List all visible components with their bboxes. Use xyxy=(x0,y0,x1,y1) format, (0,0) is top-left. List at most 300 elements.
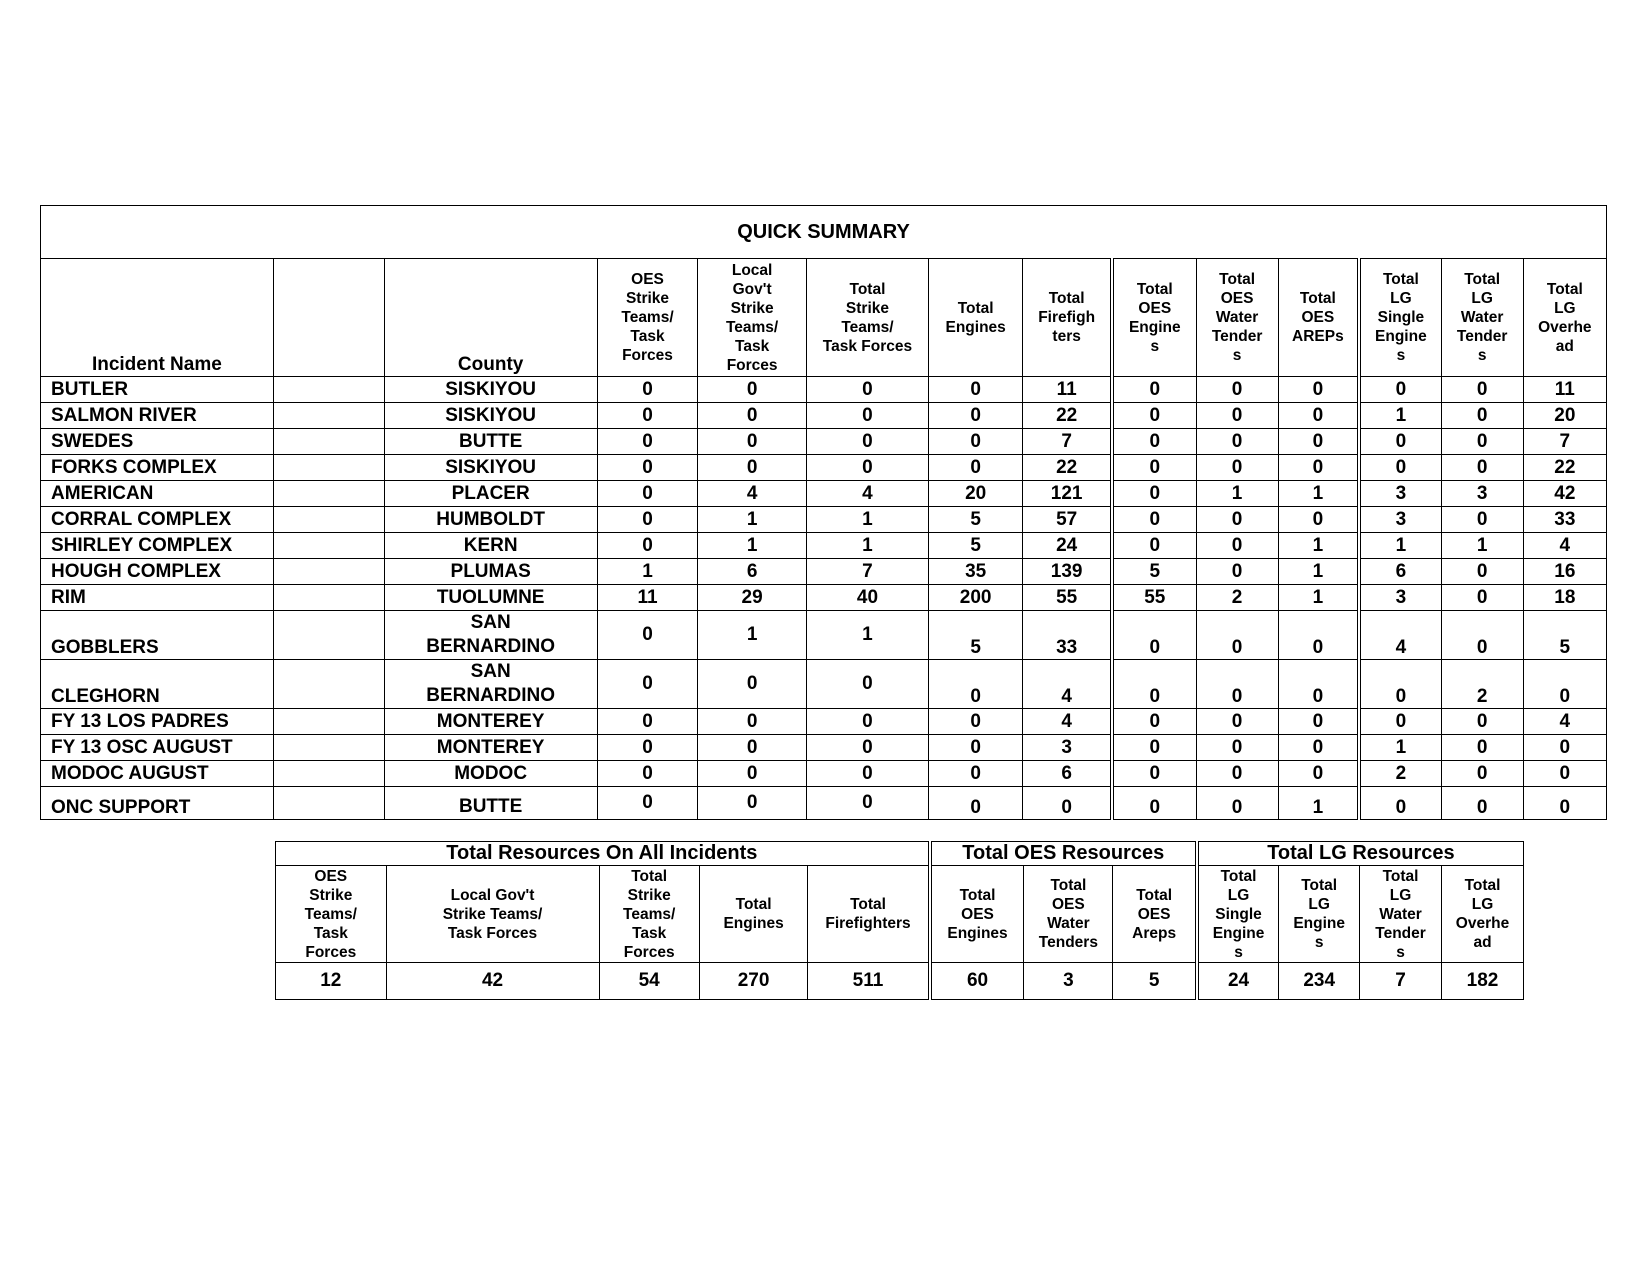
lg-single-engines: 0 xyxy=(1359,377,1441,403)
total-firefighters: 22 xyxy=(1023,403,1112,429)
total-firefighters: 121 xyxy=(1023,481,1112,507)
header-line: Total xyxy=(1136,886,1173,904)
lg-strike-teams: 0 xyxy=(698,761,807,787)
total-strike-teams: 7 xyxy=(806,559,928,585)
oes-strike-teams: 0 xyxy=(597,507,697,533)
county xyxy=(384,660,597,709)
total-firefighters: 4 xyxy=(1023,660,1112,709)
lg-water-tenders: 0 xyxy=(1441,559,1523,585)
oes-engines: 5 xyxy=(1112,559,1196,585)
lg-strike-teams: 0 xyxy=(698,735,807,761)
lg-water-tenders: 0 xyxy=(1441,761,1523,787)
header-oes-strike-teams: OES Strike Teams/ Task Forces xyxy=(597,259,697,377)
oes-areps: 0 xyxy=(1278,611,1359,660)
county-line: PLUMAS xyxy=(450,560,531,582)
lg-strike-teams: 1 xyxy=(698,507,807,533)
lg-single-engines: 6 xyxy=(1359,559,1441,585)
total-engines: 0 xyxy=(928,787,1022,820)
oes-strike-teams: 0 xyxy=(597,709,697,735)
oes-areps: 0 xyxy=(1278,403,1359,429)
spacer-cell xyxy=(273,735,384,761)
lg-overhead: 22 xyxy=(1523,455,1606,481)
incident-name: GOBBLERS xyxy=(41,611,274,660)
total-firefighters: 24 xyxy=(1023,533,1112,559)
county xyxy=(384,507,597,533)
oes-areps: 0 xyxy=(1278,660,1359,709)
total-engines: 0 xyxy=(928,709,1022,735)
header-line: LG xyxy=(1227,886,1250,904)
totals-header-total-lg-single-engines xyxy=(1197,866,1279,963)
lg-single-engines: 3 xyxy=(1359,585,1441,611)
header-line: LG xyxy=(1389,886,1412,904)
header-line: s xyxy=(1234,943,1243,961)
lg-strike-teams: 0 xyxy=(698,429,807,455)
total-engines: 0 xyxy=(928,377,1022,403)
lg-overhead: 16 xyxy=(1523,559,1606,585)
incident-name: ONC SUPPORT xyxy=(41,787,274,820)
lg-overhead: 5 xyxy=(1523,611,1606,660)
group-oes-resources: Total OES Resources xyxy=(930,842,1197,866)
oes-water-tenders: 0 xyxy=(1196,660,1278,709)
header-line: s xyxy=(1396,943,1405,961)
totals-header-oes-strike-teams xyxy=(276,866,387,963)
spacer-cell xyxy=(273,761,384,787)
spacer-cell xyxy=(273,585,384,611)
table-row xyxy=(41,709,1607,735)
total-firefighters: 139 xyxy=(1023,559,1112,585)
totals-value-total-engines: 270 xyxy=(699,963,808,1000)
lg-overhead: 7 xyxy=(1523,429,1606,455)
header-total-lg-overhead: Total LG Overhe ad xyxy=(1523,259,1606,377)
oes-engines: 0 xyxy=(1112,709,1196,735)
oes-areps: 0 xyxy=(1278,735,1359,761)
county xyxy=(384,761,597,787)
lg-water-tenders: 0 xyxy=(1441,585,1523,611)
oes-water-tenders: 0 xyxy=(1196,429,1278,455)
county-line: TUOLUMNE xyxy=(436,586,545,608)
lg-strike-teams: 0 xyxy=(698,455,807,481)
header-line: Engines xyxy=(723,915,784,932)
lg-strike-teams: 0 xyxy=(698,660,807,709)
incident-name: AMERICAN xyxy=(41,481,274,507)
oes-water-tenders: 0 xyxy=(1196,787,1278,820)
incident-rows xyxy=(41,377,1607,820)
header-line: Total xyxy=(735,896,772,913)
oes-engines: 0 xyxy=(1112,429,1196,455)
total-engines: 20 xyxy=(928,481,1022,507)
incident-name: FY 13 OSC AUGUST xyxy=(41,735,274,761)
total-firefighters: 55 xyxy=(1023,585,1112,611)
oes-engines: 0 xyxy=(1112,377,1196,403)
spacer-cell xyxy=(273,559,384,585)
oes-engines: 0 xyxy=(1112,611,1196,660)
lg-overhead: 18 xyxy=(1523,585,1606,611)
total-engines: 35 xyxy=(928,559,1022,585)
total-engines: 0 xyxy=(928,455,1022,481)
totals-header-total-oes-areps xyxy=(1113,866,1197,963)
lg-overhead: 42 xyxy=(1523,481,1606,507)
header-total-lg-water-tenders: Total LG Water Tender s xyxy=(1441,259,1523,377)
header-line: Task xyxy=(313,924,348,942)
county-line: MONTEREY xyxy=(436,710,545,732)
table-row xyxy=(41,403,1607,429)
header-total-oes-water-tenders: Total OES Water Tender s xyxy=(1196,259,1278,377)
lg-single-engines: 0 xyxy=(1359,660,1441,709)
county-line: BUTTE xyxy=(458,430,523,452)
header-line: Strike Teams/ xyxy=(442,905,543,923)
oes-areps: 1 xyxy=(1278,787,1359,820)
header-incident-name: Incident Name xyxy=(41,259,274,377)
total-engines: 5 xyxy=(928,507,1022,533)
totals-header-total-oes-engines xyxy=(930,866,1024,963)
spacer-cell xyxy=(273,377,384,403)
header-line: OES xyxy=(1052,896,1085,913)
totals-value-lg-strike-teams: 42 xyxy=(386,963,599,1000)
total-strike-teams: 40 xyxy=(806,585,928,611)
spacer-cell xyxy=(273,660,384,709)
oes-areps: 0 xyxy=(1278,709,1359,735)
totals-value-row xyxy=(276,963,1524,1000)
table-row xyxy=(41,787,1607,820)
total-strike-teams: 1 xyxy=(806,611,928,660)
county-line: MODOC xyxy=(454,762,528,784)
totals-value-total-firefighters: 511 xyxy=(808,963,930,1000)
totals-header-total-lg-water-tenders xyxy=(1360,866,1442,963)
county xyxy=(384,429,597,455)
total-strike-teams: 0 xyxy=(806,455,928,481)
oes-water-tenders: 0 xyxy=(1196,735,1278,761)
total-engines: 200 xyxy=(928,585,1022,611)
total-firefighters: 0 xyxy=(1023,787,1112,820)
header-line: s xyxy=(1314,934,1324,951)
lg-single-engines: 0 xyxy=(1359,429,1441,455)
total-strike-teams: 0 xyxy=(806,403,928,429)
lg-overhead: 0 xyxy=(1523,660,1606,709)
totals-header-total-oes-water-tenders xyxy=(1024,866,1113,963)
oes-engines: 0 xyxy=(1112,455,1196,481)
header-line: Tender xyxy=(1375,924,1426,942)
oes-strike-teams: 0 xyxy=(597,403,697,429)
header-line: Single xyxy=(1215,905,1262,923)
header-line: Forces xyxy=(305,943,357,961)
total-firefighters: 6 xyxy=(1023,761,1112,787)
total-firefighters: 57 xyxy=(1023,507,1112,533)
oes-engines: 0 xyxy=(1112,481,1196,507)
lg-overhead: 33 xyxy=(1523,507,1606,533)
totals-value-total-oes-water-tenders: 3 xyxy=(1024,963,1113,1000)
lg-strike-teams: 29 xyxy=(698,585,807,611)
total-engines: 0 xyxy=(928,761,1022,787)
group-lg-resources: Total LG Resources xyxy=(1197,842,1524,866)
table-row xyxy=(41,761,1607,787)
header-line: Engine xyxy=(1212,924,1265,942)
lg-single-engines: 0 xyxy=(1359,787,1441,820)
oes-water-tenders: 0 xyxy=(1196,455,1278,481)
header-line: Engine xyxy=(1293,915,1345,932)
lg-water-tenders: 0 xyxy=(1441,709,1523,735)
table-row xyxy=(41,585,1607,611)
county-line: KERN xyxy=(463,534,518,556)
lg-water-tenders: 0 xyxy=(1441,507,1523,533)
header-line: LG xyxy=(1308,896,1330,913)
spacer-cell xyxy=(273,429,384,455)
oes-engines: 0 xyxy=(1112,507,1196,533)
incident-name: MODOC AUGUST xyxy=(41,761,274,787)
lg-water-tenders: 0 xyxy=(1441,611,1523,660)
totals-table xyxy=(275,841,1524,1000)
oes-strike-teams: 0 xyxy=(597,761,697,787)
table-row xyxy=(41,455,1607,481)
total-strike-teams: 0 xyxy=(806,660,928,709)
incident-name: SALMON RIVER xyxy=(41,403,274,429)
header-total-engines: Total Engines xyxy=(928,259,1022,377)
total-firefighters: 3 xyxy=(1023,735,1112,761)
totals-value-total-lg-engines: 234 xyxy=(1279,963,1360,1000)
header-line: Total xyxy=(631,867,668,885)
lg-strike-teams: 0 xyxy=(698,709,807,735)
lg-single-engines: 0 xyxy=(1359,709,1441,735)
lg-overhead: 0 xyxy=(1523,735,1606,761)
totals-value-total-oes-areps: 5 xyxy=(1113,963,1197,1000)
spacer-cell xyxy=(273,611,384,660)
header-line: Firefighters xyxy=(825,915,911,932)
oes-engines: 0 xyxy=(1112,761,1196,787)
incident-name: CORRAL COMPLEX xyxy=(41,507,274,533)
oes-water-tenders: 0 xyxy=(1196,403,1278,429)
lg-strike-teams: 1 xyxy=(698,533,807,559)
lg-single-engines: 1 xyxy=(1359,735,1441,761)
lg-water-tenders: 2 xyxy=(1441,660,1523,709)
oes-water-tenders: 0 xyxy=(1196,507,1278,533)
table-title: QUICK SUMMARY xyxy=(41,206,1607,259)
header-line: Total xyxy=(1301,877,1338,894)
header-line: LG xyxy=(1471,896,1494,913)
header-line: Task xyxy=(632,924,667,942)
county xyxy=(384,611,597,660)
incident-name: SWEDES xyxy=(41,429,274,455)
lg-water-tenders: 3 xyxy=(1441,481,1523,507)
county-line: SISKIYOU xyxy=(445,404,537,426)
lg-single-engines: 3 xyxy=(1359,481,1441,507)
oes-strike-teams: 0 xyxy=(597,533,697,559)
header-total-oes-areps: Total OES AREPs xyxy=(1278,259,1359,377)
total-strike-teams: 4 xyxy=(806,481,928,507)
county xyxy=(384,559,597,585)
county xyxy=(384,585,597,611)
total-strike-teams: 0 xyxy=(806,787,928,820)
lg-water-tenders: 0 xyxy=(1441,455,1523,481)
incident-name: FY 13 LOS PADRES xyxy=(41,709,274,735)
group-all-incidents: Total Resources On All Incidents xyxy=(276,842,930,866)
total-strike-teams: 0 xyxy=(806,377,928,403)
oes-strike-teams: 1 xyxy=(597,559,697,585)
oes-areps: 1 xyxy=(1278,585,1359,611)
lg-water-tenders: 0 xyxy=(1441,377,1523,403)
header-line: Total xyxy=(1464,877,1501,894)
lg-water-tenders: 0 xyxy=(1441,787,1523,820)
lg-single-engines: 0 xyxy=(1359,455,1441,481)
total-firefighters: 33 xyxy=(1023,611,1112,660)
total-strike-teams: 0 xyxy=(806,761,928,787)
totals-header-total-lg-engines xyxy=(1279,866,1360,963)
total-engines: 0 xyxy=(928,660,1022,709)
lg-strike-teams: 0 xyxy=(698,377,807,403)
oes-strike-teams: 0 xyxy=(597,611,697,660)
total-strike-teams: 0 xyxy=(806,735,928,761)
totals-header-total-firefighters xyxy=(808,866,930,963)
total-strike-teams: 1 xyxy=(806,507,928,533)
total-engines: 0 xyxy=(928,429,1022,455)
oes-engines: 0 xyxy=(1112,403,1196,429)
total-firefighters: 7 xyxy=(1023,429,1112,455)
lg-single-engines: 1 xyxy=(1359,533,1441,559)
total-engines: 5 xyxy=(928,611,1022,660)
header-line: Total xyxy=(1382,867,1419,885)
oes-water-tenders: 0 xyxy=(1196,611,1278,660)
oes-areps: 0 xyxy=(1278,507,1359,533)
header-line: Teams/ xyxy=(623,905,676,923)
header-line: Total xyxy=(1050,877,1087,894)
lg-single-engines: 1 xyxy=(1359,403,1441,429)
oes-areps: 0 xyxy=(1278,429,1359,455)
lg-overhead: 11 xyxy=(1523,377,1606,403)
oes-engines: 0 xyxy=(1112,660,1196,709)
lg-overhead: 20 xyxy=(1523,403,1606,429)
incident-name: FORKS COMPLEX xyxy=(41,455,274,481)
header-line: Water xyxy=(1379,905,1422,923)
header-total-firefighters: Total Firefigh ters xyxy=(1023,259,1112,377)
header-line: OES xyxy=(1137,905,1171,923)
county-line: SISKIYOU xyxy=(445,456,537,478)
lg-overhead: 0 xyxy=(1523,787,1606,820)
header-line: Total xyxy=(1220,867,1257,885)
totals-header-total-engines xyxy=(699,866,808,963)
header-line: Strike xyxy=(627,886,671,904)
header-spacer xyxy=(273,259,384,377)
table-row xyxy=(41,507,1607,533)
header-total-strike-teams: Total Strike Teams/ Task Forces xyxy=(806,259,928,377)
header-line: Water xyxy=(1047,915,1090,932)
lg-single-engines: 3 xyxy=(1359,507,1441,533)
oes-strike-teams: 0 xyxy=(597,455,697,481)
county-line: HUMBOLDT xyxy=(436,508,545,530)
totals-header-lg-strike-teams xyxy=(386,866,599,963)
table-row xyxy=(41,559,1607,585)
county-line: SISKIYOU xyxy=(445,378,537,400)
totals-value-total-oes-engines: 60 xyxy=(930,963,1024,1000)
header-line: Total xyxy=(850,896,886,913)
header-line: ad xyxy=(1473,934,1492,951)
lg-strike-teams: 0 xyxy=(698,787,807,820)
lg-water-tenders: 0 xyxy=(1441,429,1523,455)
county xyxy=(384,787,597,820)
county xyxy=(384,403,597,429)
lg-overhead: 4 xyxy=(1523,709,1606,735)
header-line: Total xyxy=(959,886,996,904)
lg-water-tenders: 1 xyxy=(1441,533,1523,559)
spacer-cell xyxy=(273,455,384,481)
quick-summary-table xyxy=(40,205,1607,820)
column-header-row xyxy=(41,259,1607,377)
totals-value-oes-strike-teams: 12 xyxy=(276,963,387,1000)
county xyxy=(384,481,597,507)
total-firefighters: 4 xyxy=(1023,709,1112,735)
oes-areps: 0 xyxy=(1278,377,1359,403)
oes-strike-teams: 0 xyxy=(597,377,697,403)
lg-overhead: 0 xyxy=(1523,761,1606,787)
header-line: Tenders xyxy=(1038,934,1098,951)
county xyxy=(384,455,597,481)
table-row xyxy=(41,735,1607,761)
total-strike-teams: 0 xyxy=(806,429,928,455)
table-row xyxy=(41,660,1607,709)
header-lg-strike-teams: Local Gov't Strike Teams/ Task Forces xyxy=(698,259,807,377)
header-line: Local Gov't xyxy=(450,886,535,904)
table-row xyxy=(41,481,1607,507)
oes-water-tenders: 2 xyxy=(1196,585,1278,611)
lg-water-tenders: 0 xyxy=(1441,403,1523,429)
spacer-cell xyxy=(273,481,384,507)
oes-areps: 1 xyxy=(1278,559,1359,585)
header-total-oes-engines: Total OES Engine s xyxy=(1112,259,1196,377)
incident-name: CLEGHORN xyxy=(41,660,274,709)
oes-engines: 55 xyxy=(1112,585,1196,611)
lg-water-tenders: 0 xyxy=(1441,735,1523,761)
oes-strike-teams: 11 xyxy=(597,585,697,611)
header-line: Overhe xyxy=(1455,915,1510,932)
lg-strike-teams: 4 xyxy=(698,481,807,507)
header-total-lg-single-engines: Total LG Single Engine s xyxy=(1359,259,1441,377)
spacer-cell xyxy=(273,533,384,559)
total-strike-teams: 1 xyxy=(806,533,928,559)
totals-value-total-lg-single-engines: 24 xyxy=(1197,963,1279,1000)
county xyxy=(384,533,597,559)
incident-name: BUTLER xyxy=(41,377,274,403)
totals-value-total-lg-overhead: 182 xyxy=(1442,963,1524,1000)
total-firefighters: 22 xyxy=(1023,455,1112,481)
oes-areps: 0 xyxy=(1278,761,1359,787)
oes-engines: 0 xyxy=(1112,787,1196,820)
oes-strike-teams: 0 xyxy=(597,429,697,455)
totals-column-header-row xyxy=(276,866,1524,963)
incident-name: SHIRLEY COMPLEX xyxy=(41,533,274,559)
oes-engines: 0 xyxy=(1112,533,1196,559)
oes-areps: 1 xyxy=(1278,481,1359,507)
county-line: BERNARDINO xyxy=(426,685,556,706)
header-line: Areps xyxy=(1132,924,1177,942)
totals-value-total-lg-water-tenders: 7 xyxy=(1360,963,1442,1000)
county xyxy=(384,709,597,735)
header-line: Strike xyxy=(309,886,353,904)
totals-group-row xyxy=(276,842,1524,866)
county-line: SAN xyxy=(470,612,511,633)
header-line: Task Forces xyxy=(447,924,538,942)
total-firefighters: 11 xyxy=(1023,377,1112,403)
spacer-cell xyxy=(273,507,384,533)
table-row xyxy=(41,429,1607,455)
header-line: Engines xyxy=(947,924,1008,942)
total-engines: 0 xyxy=(928,735,1022,761)
lg-overhead: 4 xyxy=(1523,533,1606,559)
oes-water-tenders: 0 xyxy=(1196,377,1278,403)
totals-header-total-lg-overhead xyxy=(1442,866,1524,963)
header-line: OES xyxy=(314,867,348,885)
table-row xyxy=(41,377,1607,403)
county xyxy=(384,377,597,403)
incident-name: RIM xyxy=(41,585,274,611)
header-line: OES xyxy=(961,905,994,923)
oes-strike-teams: 0 xyxy=(597,660,697,709)
